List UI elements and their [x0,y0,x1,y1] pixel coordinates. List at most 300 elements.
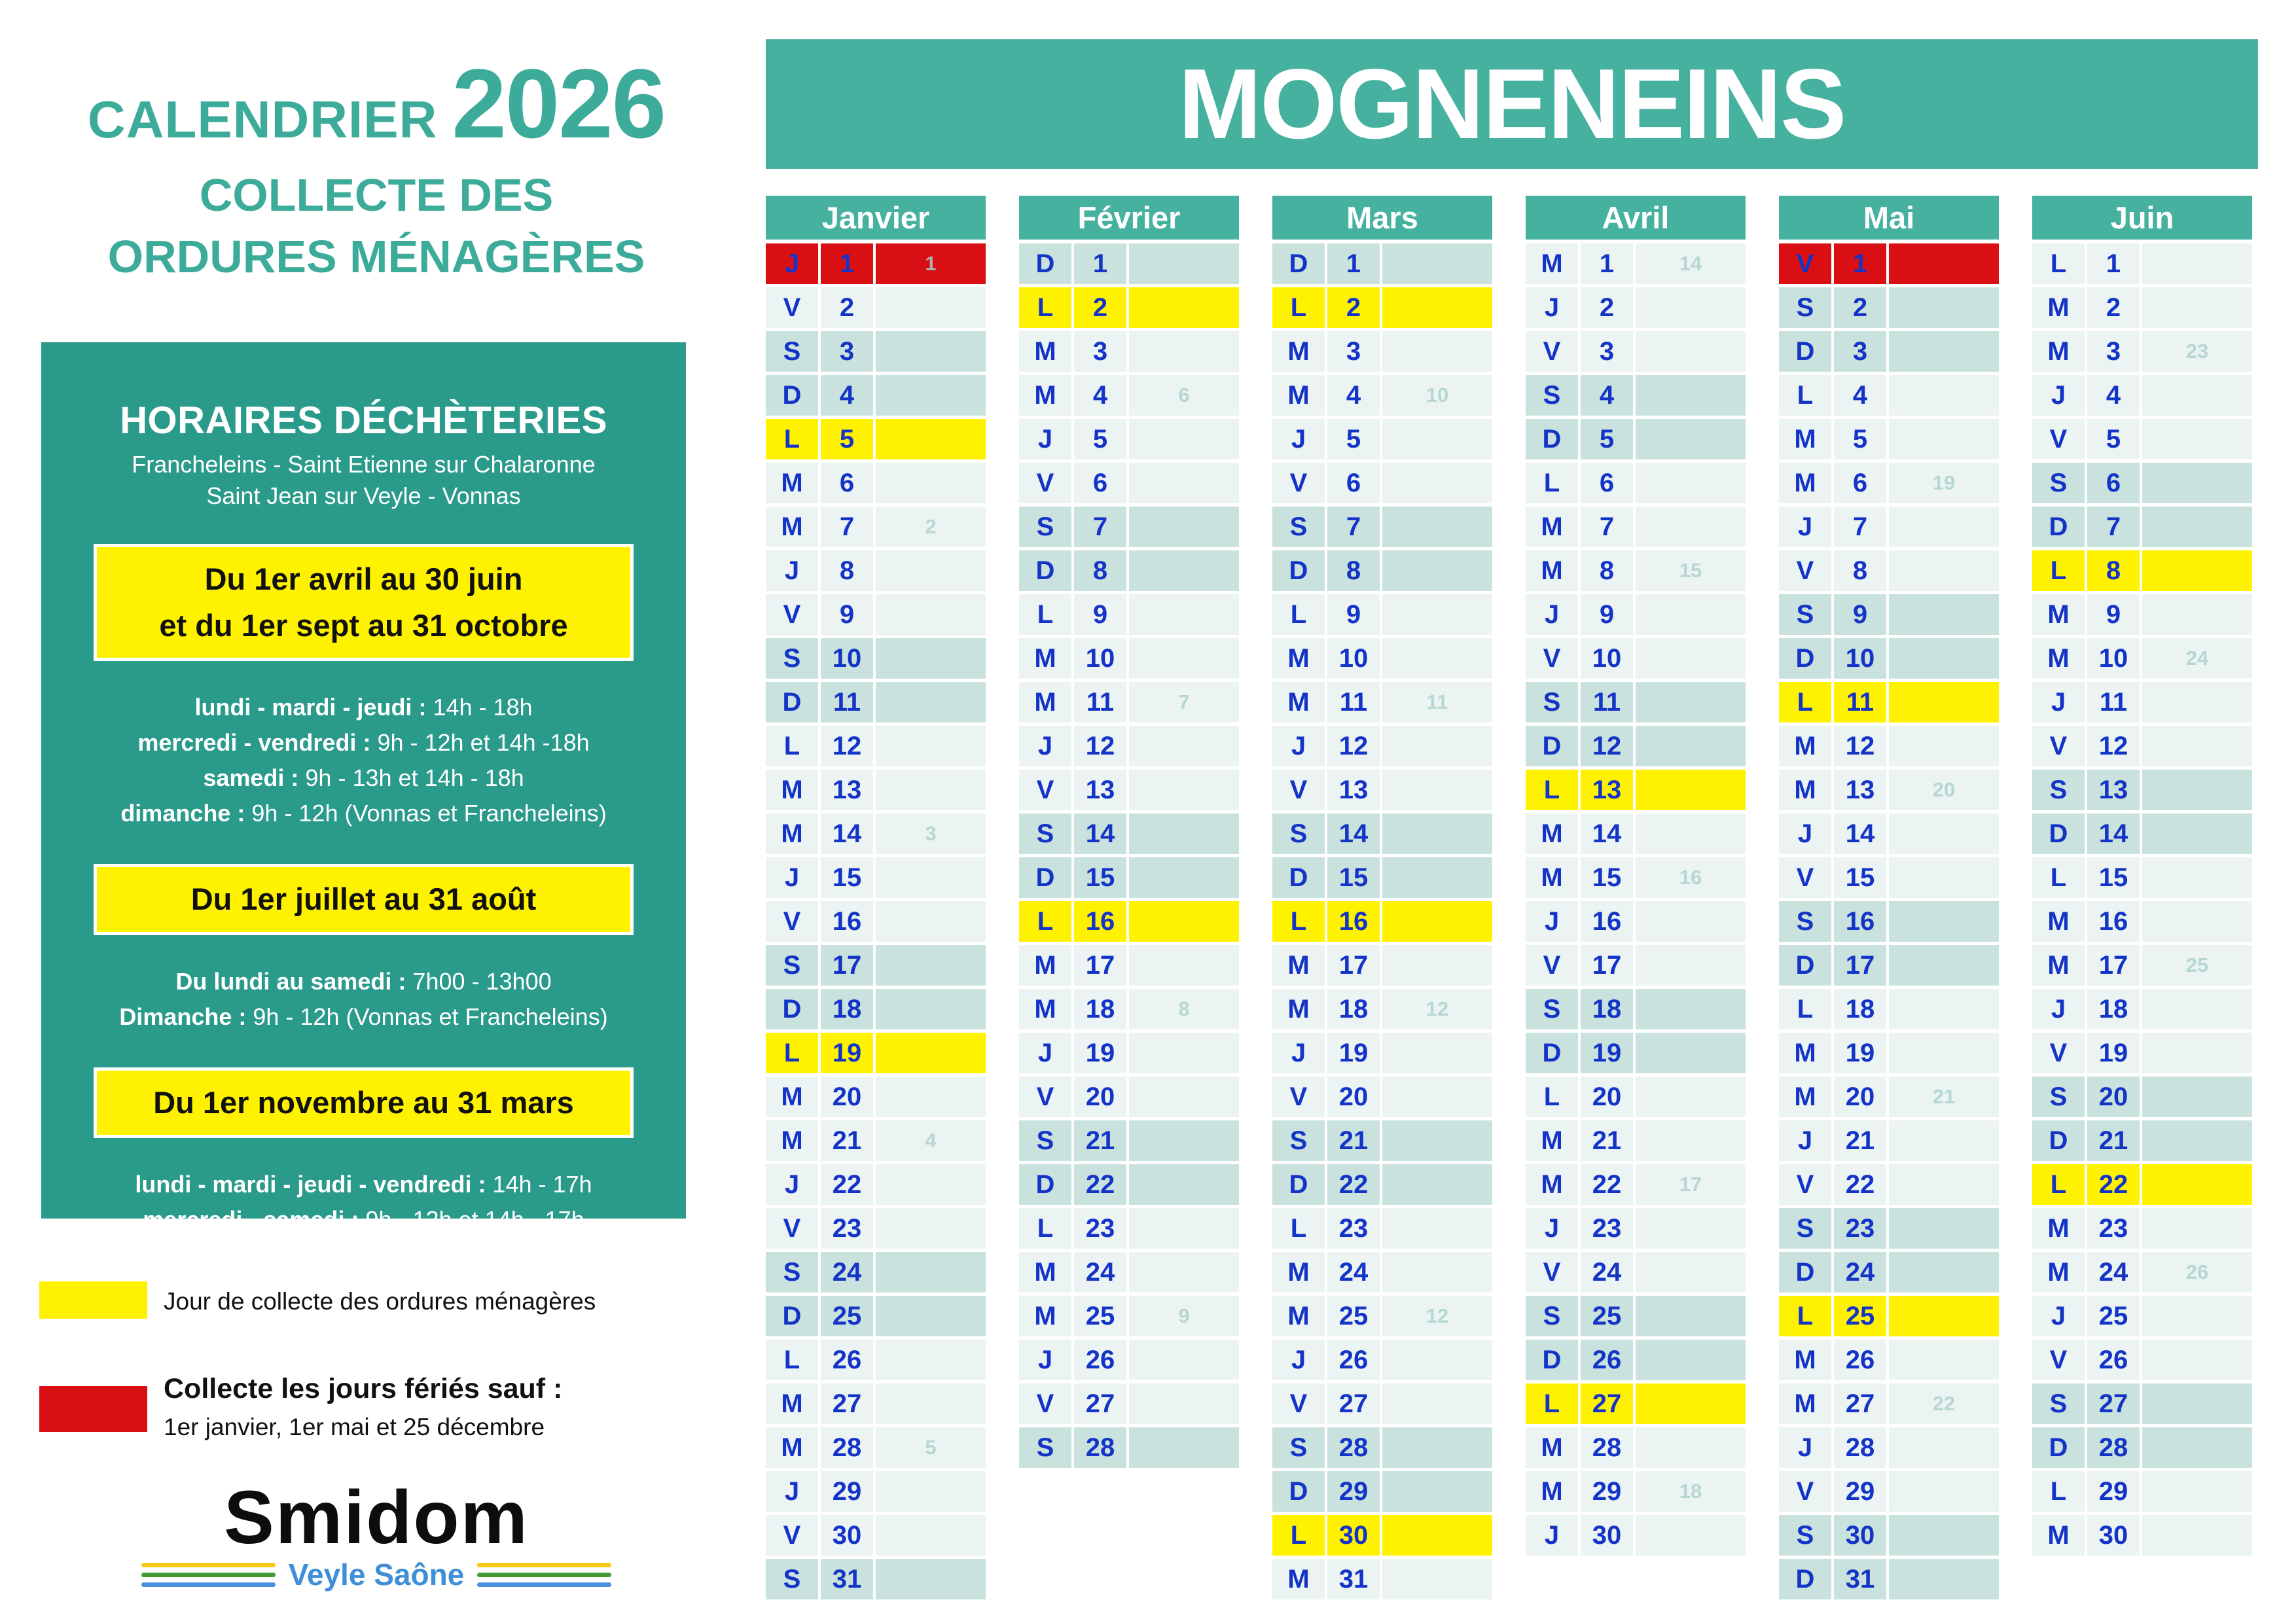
day-letter: D [1289,863,1308,892]
day-number: 13 [832,775,862,804]
day-number: 9 [1092,599,1108,629]
day-row [766,1208,986,1249]
day-row [1019,1340,1239,1380]
page-title [0,47,753,160]
day-info-cell [1889,813,1999,854]
day-number-cell [1834,945,1886,986]
day-row [1526,989,1746,1029]
day-info-cell [1382,550,1492,591]
day-letter-cell [2032,1515,2085,1556]
day-number-cell [1327,901,1380,942]
day-number-cell [1581,1252,1633,1293]
day-number-cell [2087,1164,2140,1205]
day-number-cell [1581,1515,1633,1556]
day-number-cell [1327,989,1380,1029]
day-info-cell [1382,1077,1492,1117]
schedule-hours: 14h - 18h [426,694,533,721]
day-info-cell [1382,1383,1492,1424]
day-row [2032,945,2252,986]
day-letter: D [1795,950,1815,980]
page-subtitle-line1: COLLECTE DES [199,169,554,221]
day-number: 3 [839,336,855,366]
day-info-cell [1129,1296,1239,1336]
day-number-cell [821,419,873,459]
day-row [1019,287,1239,328]
day-row [766,813,986,854]
legend-yellow-label: Jour de collecte des ordures ménagères [164,1288,596,1315]
day-info-cell [1382,1120,1492,1161]
day-info-cell [876,375,986,416]
day-info-cell [1129,813,1239,854]
day-letter: M [781,468,803,497]
month-header-avril: Avril [1526,196,1746,240]
day-letter: M [2047,643,2070,673]
day-letter: L [1797,687,1814,717]
day-letter-cell [1779,901,1831,942]
day-number-cell [1834,638,1886,679]
day-letter-cell [766,1515,818,1556]
day-letter-cell [1779,1340,1831,1380]
day-letter-cell [1272,638,1325,679]
day-letter-cell [1019,1033,1071,1073]
day-info-cell [1889,1033,1999,1073]
day-number: 22 [1845,1169,1875,1199]
day-number-cell [821,945,873,986]
day-row [766,945,986,986]
day-row [1779,1383,1999,1424]
day-letter-cell [1526,287,1578,328]
day-letter-cell [1779,1427,1831,1468]
day-letter-cell [1526,857,1578,898]
day-letter-cell [1272,813,1325,854]
day-number: 30 [832,1520,862,1550]
day-letter: V [1796,556,1814,585]
month-rows [1526,243,1746,1556]
day-row [1779,945,1999,986]
day-row [1019,463,1239,503]
day-number-cell [1581,901,1633,942]
day-info-cell [2142,1427,2252,1468]
day-number-cell [821,1296,873,1336]
day-row [2032,682,2252,722]
day-letter-cell [1019,1296,1071,1336]
day-number: 4 [2106,380,2121,410]
day-letter: L [1797,380,1814,410]
day-info-cell [1382,857,1492,898]
day-number: 9 [1852,599,1868,629]
day-number: 23 [1085,1213,1115,1243]
day-info-cell [1382,682,1492,722]
day-number: 11 [1592,687,1621,717]
day-letter: D [1035,863,1055,892]
day-letter: M [1287,380,1310,410]
day-letter-cell [1272,1033,1325,1073]
schedule-hours: 7h00 - 13h00 [406,967,552,995]
day-letter-cell [1272,901,1325,942]
day-number: 15 [1085,863,1115,892]
day-row [1779,331,1999,372]
day-number-cell [1327,1164,1380,1205]
day-info-cell [1636,638,1746,679]
day-letter-cell [1526,243,1578,284]
day-number: 15 [832,863,862,892]
day-info-cell [1636,1208,1746,1249]
day-number: 13 [2098,775,2128,804]
day-number: 26 [2098,1345,2128,1374]
day-number-cell [2087,463,2140,503]
day-row [1019,813,1239,854]
day-row [1779,1252,1999,1293]
day-row [1019,594,1239,635]
day-letter: D [1542,424,1562,454]
day-number: 17 [1338,950,1369,980]
day-letter-cell [1272,243,1325,284]
day-row [1272,375,1492,416]
day-info-cell [876,1252,986,1293]
day-number: 19 [1592,1038,1622,1067]
day-letter-cell [1526,375,1578,416]
day-number-cell [1327,287,1380,328]
day-number-cell [821,682,873,722]
day-number-cell [1074,813,1126,854]
day-number-cell [1834,770,1886,810]
day-info-cell [1636,419,1746,459]
day-row [1272,1252,1492,1293]
day-letter-cell [2032,638,2085,679]
day-number: 16 [2098,906,2128,936]
day-letter: J [1037,424,1053,454]
day-row [766,550,986,591]
day-info-cell [1889,594,1999,635]
day-letter-cell [1019,243,1071,284]
day-number-cell [1834,1296,1886,1336]
day-letter-cell [1019,419,1071,459]
day-letter-cell [1526,989,1578,1029]
day-number: 13 [1592,775,1622,804]
day-letter-cell [1019,770,1071,810]
schedule-line [74,690,653,725]
day-number: 4 [1092,380,1108,410]
day-number: 10 [832,643,862,673]
day-number: 24 [1845,1257,1875,1287]
day-number: 8 [2106,556,2121,585]
day-number-cell [1581,1427,1633,1468]
day-letter: J [1797,1433,1813,1462]
day-letter: S [1543,380,1561,410]
day-info-cell [2142,770,2252,810]
day-number: 22 [2098,1169,2128,1199]
day-letter: L [1543,775,1560,804]
day-number-cell [1074,1164,1126,1205]
day-letter-cell [1779,638,1831,679]
period-schedule-1 [74,690,653,831]
day-info-cell [1636,1340,1746,1380]
day-number-cell [1834,901,1886,942]
day-row [1272,813,1492,854]
day-row [2032,1515,2252,1556]
day-row [1779,287,1999,328]
day-row [1779,1559,1999,1599]
day-info-cell [1382,989,1492,1029]
day-letter-cell [1272,287,1325,328]
day-info-cell [1382,419,1492,459]
day-number-cell [821,1208,873,1249]
day-letter-cell [1779,726,1831,766]
day-number: 8 [839,556,855,585]
day-number-cell [1327,1427,1380,1468]
day-info-cell [876,419,986,459]
day-row [766,375,986,416]
week-number: 19 [1932,471,1956,494]
day-info-cell [1636,770,1746,810]
day-row [766,1120,986,1161]
day-number-cell [1327,945,1380,986]
day-letter: V [783,1520,801,1550]
day-number-cell [2087,1383,2140,1424]
day-number-cell [821,243,873,284]
day-number: 8 [1599,556,1615,585]
day-info-cell [1889,419,1999,459]
day-number: 12 [832,731,862,760]
day-row [1272,901,1492,942]
day-letter: V [783,599,801,629]
day-letter-cell [1019,857,1071,898]
day-letter: J [1797,819,1813,848]
day-info-cell [1889,682,1999,722]
day-number-cell [1834,1340,1886,1380]
day-info-cell [1636,550,1746,591]
day-number-cell [1327,419,1380,459]
day-info-cell [1129,375,1239,416]
day-row [1779,726,1999,766]
day-row [1019,331,1239,372]
day-info-cell [1889,1296,1999,1336]
day-info-cell [1636,1383,1746,1424]
day-info-cell [1889,331,1999,372]
day-row [1779,1296,1999,1336]
day-number: 27 [1338,1389,1369,1418]
day-number-cell [2087,594,2140,635]
day-row [1526,331,1746,372]
day-letter-cell [1526,331,1578,372]
day-row [1779,463,1999,503]
day-row [1526,550,1746,591]
day-info-cell [1889,463,1999,503]
day-row [1779,1120,1999,1161]
day-row [766,682,986,722]
day-letter: M [2047,336,2070,366]
day-row [1272,1033,1492,1073]
day-letter-cell [1779,1208,1831,1249]
day-info-cell [1129,463,1239,503]
day-letter: S [1796,1213,1814,1243]
day-row [1779,550,1999,591]
day-number-cell [1074,1296,1126,1336]
day-letter: D [782,687,802,717]
week-number: 25 [2185,954,2209,976]
day-row [2032,331,2252,372]
day-number: 14 [1085,819,1115,848]
day-info-cell [876,1515,986,1556]
day-row [2032,1471,2252,1512]
day-number: 25 [832,1301,862,1330]
day-letter: V [1036,1082,1054,1111]
schedule-days: lundi - mardi - jeudi : [194,694,427,721]
day-row [1019,770,1239,810]
week-number: 2 [925,515,937,538]
day-letter: M [1794,1345,1816,1374]
day-row [1779,1340,1999,1380]
day-info-cell [2142,638,2252,679]
day-row [1272,1208,1492,1249]
dechetteries-sites-line1: Francheleins - Saint Etienne sur Chalaronne [132,451,596,478]
day-number: 16 [1338,906,1369,936]
day-row [2032,1208,2252,1249]
day-number-cell [1581,1164,1633,1205]
day-number-cell [821,1515,873,1556]
day-letter-cell [766,1164,818,1205]
day-row [1019,989,1239,1029]
day-letter-cell [1272,682,1325,722]
day-letter-cell [1019,1120,1071,1161]
week-number: 12 [1426,1304,1449,1327]
day-letter-cell [1526,550,1578,591]
day-letter: L [2050,863,2067,892]
day-number-cell [1074,419,1126,459]
day-letter-cell [1019,1208,1071,1249]
day-number: 6 [1852,468,1868,497]
day-number-cell [1581,1296,1633,1336]
day-letter: J [1291,1038,1306,1067]
day-number: 23 [1592,1213,1622,1243]
day-number: 4 [1599,380,1615,410]
day-number-cell [1327,1252,1380,1293]
day-row [1779,682,1999,722]
day-letter: M [1541,819,1563,848]
day-number: 4 [1852,380,1868,410]
day-letter: J [1037,1038,1053,1067]
day-letter-cell [1272,550,1325,591]
day-number-cell [2087,287,2140,328]
day-info-cell [876,945,986,986]
day-row [766,1252,986,1293]
day-letter: M [1287,950,1310,980]
day-number: 26 [1085,1345,1115,1374]
day-letter: M [1287,1301,1310,1330]
day-info-cell [1382,726,1492,766]
day-row [766,1077,986,1117]
day-row [1526,1077,1746,1117]
day-letter-cell [1272,1383,1325,1424]
week-number: 24 [2185,647,2209,669]
day-letter: J [1797,1126,1813,1155]
day-row [1526,682,1746,722]
day-row [766,1164,986,1205]
day-letter-cell [766,331,818,372]
day-letter-cell [1779,1515,1831,1556]
day-letter: V [1543,643,1561,673]
day-number-cell [1327,594,1380,635]
day-number: 20 [1085,1082,1115,1111]
day-info-cell [1129,638,1239,679]
schedule-days: lundi - mardi - jeudi - vendredi : [135,1171,486,1198]
day-letter: L [1037,906,1054,936]
day-row [1779,507,1999,547]
day-row [1019,638,1239,679]
day-number: 7 [2106,512,2121,541]
day-number-cell [821,375,873,416]
day-letter-cell [1526,901,1578,942]
day-letter-cell [1272,1296,1325,1336]
day-number: 12 [1845,731,1875,760]
day-row [766,507,986,547]
day-letter-cell [766,1252,818,1293]
day-number-cell [1834,419,1886,459]
day-info-cell [1382,1340,1492,1380]
day-number: 12 [1592,731,1622,760]
day-letter: V [1796,249,1814,278]
logo-lines-right-icon [477,1563,611,1587]
day-letter-cell [766,1120,818,1161]
day-number-cell [1834,1077,1886,1117]
day-letter-cell [1272,1164,1325,1205]
day-number: 21 [832,1126,862,1155]
day-letter-cell [1779,375,1831,416]
day-letter-cell [766,550,818,591]
day-info-cell [1636,1164,1746,1205]
day-number: 13 [1338,775,1369,804]
day-letter: J [1037,731,1053,760]
day-number-cell [821,813,873,854]
day-row [1019,375,1239,416]
day-row [1779,901,1999,942]
month-rows [2032,243,2252,1556]
day-letter: V [783,906,801,936]
month-rows [1272,243,1492,1599]
day-number: 16 [1592,906,1622,936]
day-number: 28 [1085,1433,1115,1462]
day-info-cell [1382,375,1492,416]
day-letter-cell [1019,1077,1071,1117]
day-letter-cell [1272,331,1325,372]
month-rows [1019,243,1239,1468]
day-row [1779,243,1999,284]
day-number-cell [1327,1033,1380,1073]
day-row [1779,419,1999,459]
day-number-cell [1581,813,1633,854]
day-row [1019,857,1239,898]
day-letter-cell [766,682,818,722]
day-letter: S [783,950,801,980]
day-number-cell [1074,1340,1126,1380]
day-letter: S [1289,512,1308,541]
day-number-cell [821,507,873,547]
day-number-cell [1581,857,1633,898]
week-number: 15 [1679,559,1702,582]
day-letter-cell [1019,1164,1071,1205]
day-row [1526,419,1746,459]
day-info-cell [1889,945,1999,986]
day-letter: M [1541,1126,1563,1155]
day-letter-cell [1272,989,1325,1029]
day-letter: M [1794,1389,1816,1418]
day-letter-cell [766,1340,818,1380]
day-letter: M [781,819,803,848]
day-number-cell [2087,770,2140,810]
day-number: 11 [1846,687,1874,717]
day-letter-cell [766,375,818,416]
week-number: 7 [1178,690,1190,713]
